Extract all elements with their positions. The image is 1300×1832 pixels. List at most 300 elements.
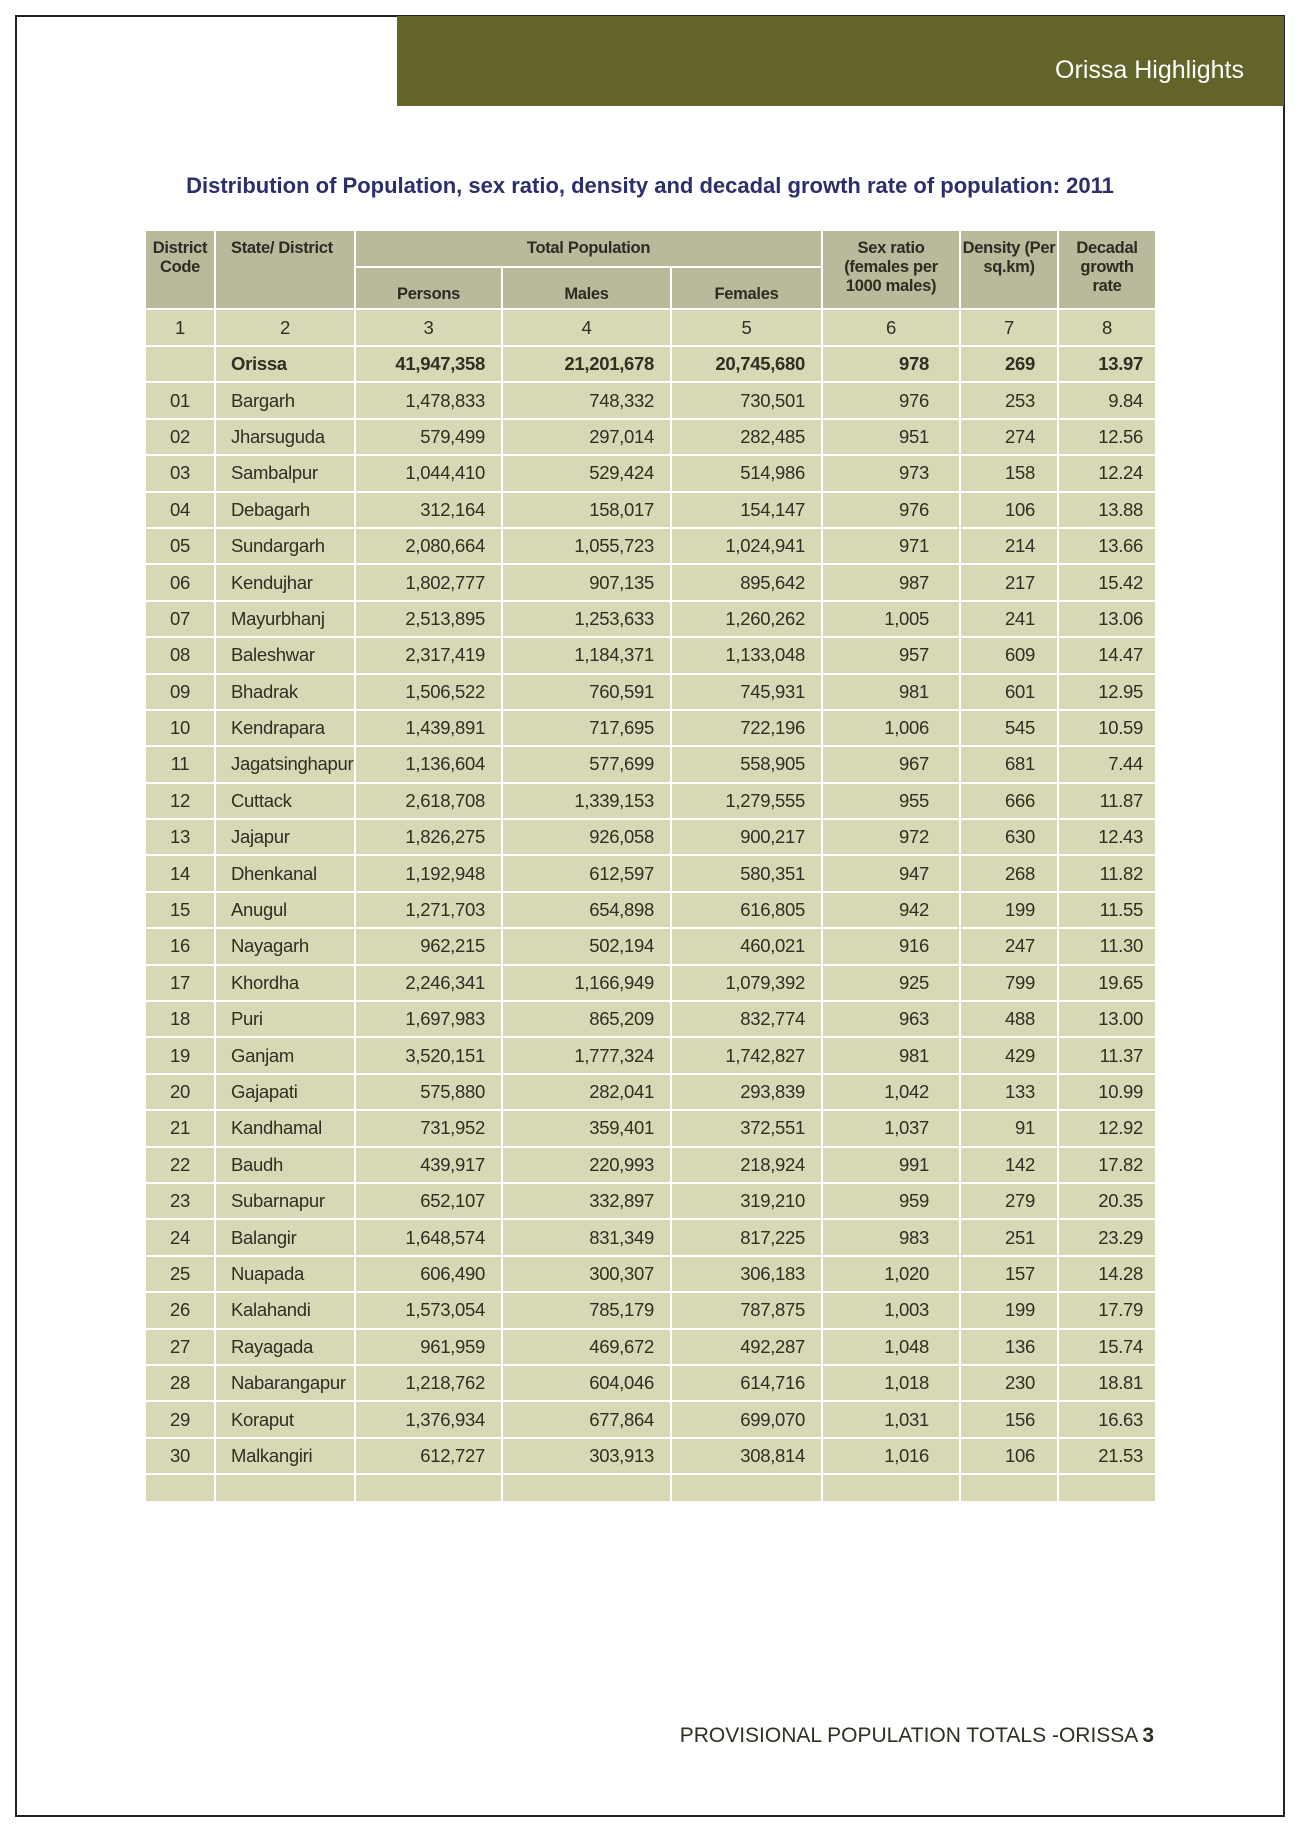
header-band	[397, 16, 1284, 106]
density-cell: 214	[960, 528, 1058, 564]
growth-rate-cell: 12.43	[1058, 819, 1156, 855]
growth-rate-cell: 18.81	[1058, 1365, 1156, 1401]
growth-rate-cell: 21.53	[1058, 1438, 1156, 1474]
growth-rate-cell: 11.37	[1058, 1037, 1156, 1073]
females-cell: 282,485	[671, 419, 822, 455]
district-code-cell: 23	[145, 1183, 215, 1219]
persons-cell: 1,697,983	[355, 1001, 502, 1037]
females-cell: 558,905	[671, 746, 822, 782]
males-cell: 865,209	[502, 1001, 671, 1037]
density-cell: 681	[960, 746, 1058, 782]
growth-rate-cell: 9.84	[1058, 382, 1156, 418]
persons-cell: 1,376,934	[355, 1401, 502, 1437]
sex-ratio-cell: 947	[822, 855, 960, 891]
district-code-cell: 30	[145, 1438, 215, 1474]
density-cell: 247	[960, 928, 1058, 964]
growth-rate-cell: 11.30	[1058, 928, 1156, 964]
growth-rate-cell: 10.59	[1058, 710, 1156, 746]
males-cell: 220,993	[502, 1147, 671, 1183]
district-code-cell: 25	[145, 1256, 215, 1292]
females-cell: 460,021	[671, 928, 822, 964]
district-name-cell: Dhenkanal	[215, 855, 355, 891]
district-name-cell: Nuapada	[215, 1256, 355, 1292]
persons-cell: 1,439,891	[355, 710, 502, 746]
district-name-cell: Bargarh	[215, 382, 355, 418]
females-cell: 1,260,262	[671, 601, 822, 637]
density-cell: 253	[960, 382, 1058, 418]
females-cell: 20,745,680	[671, 346, 822, 382]
males-cell: 1,166,949	[502, 965, 671, 1001]
table-row	[145, 855, 1156, 891]
females-cell: 817,225	[671, 1219, 822, 1255]
growth-rate-cell: 7.44	[1058, 746, 1156, 782]
district-name-cell: Puri	[215, 1001, 355, 1037]
sex-ratio-cell: 916	[822, 928, 960, 964]
males-cell: 717,695	[502, 710, 671, 746]
persons-cell: 1,648,574	[355, 1219, 502, 1255]
header-persons: Persons	[355, 267, 502, 309]
sex-ratio-cell: 973	[822, 455, 960, 491]
district-name-cell: Balangir	[215, 1219, 355, 1255]
growth-rate-cell: 17.82	[1058, 1147, 1156, 1183]
density-cell: 268	[960, 855, 1058, 891]
growth-rate-cell: 13.66	[1058, 528, 1156, 564]
females-cell: 580,351	[671, 855, 822, 891]
persons-cell: 1,044,410	[355, 455, 502, 491]
density-cell: 545	[960, 710, 1058, 746]
growth-rate-cell: 13.06	[1058, 601, 1156, 637]
table-row	[145, 1292, 1156, 1328]
density-cell: 136	[960, 1329, 1058, 1365]
table-row	[145, 1001, 1156, 1037]
sex-ratio-cell: 987	[822, 564, 960, 600]
sex-ratio-cell: 1,048	[822, 1329, 960, 1365]
growth-rate-cell: 14.47	[1058, 637, 1156, 673]
district-name-cell: Subarnapur	[215, 1183, 355, 1219]
males-cell: 577,699	[502, 746, 671, 782]
sex-ratio-cell: 1,016	[822, 1438, 960, 1474]
females-cell: 787,875	[671, 1292, 822, 1328]
density-cell: 488	[960, 1001, 1058, 1037]
table-row	[145, 928, 1156, 964]
district-code-cell: 18	[145, 1001, 215, 1037]
females-cell: 900,217	[671, 819, 822, 855]
table-row	[145, 1438, 1156, 1474]
sex-ratio-cell: 983	[822, 1219, 960, 1255]
males-cell: 612,597	[502, 855, 671, 891]
column-number: 2	[215, 309, 355, 346]
males-cell: 297,014	[502, 419, 671, 455]
females-cell: 616,805	[671, 892, 822, 928]
sex-ratio-cell: 972	[822, 819, 960, 855]
page-title: Distribution of Population, sex ratio, density and decadal growth rate of population: 2011	[186, 173, 1114, 198]
growth-rate-cell: 13.00	[1058, 1001, 1156, 1037]
persons-cell: 41,947,358	[355, 346, 502, 382]
growth-rate-cell: 11.55	[1058, 892, 1156, 928]
column-number: 3	[355, 309, 502, 346]
persons-cell: 439,917	[355, 1147, 502, 1183]
density-cell: 630	[960, 819, 1058, 855]
table-row	[145, 1037, 1156, 1073]
density-cell: 609	[960, 637, 1058, 673]
table-row	[145, 892, 1156, 928]
district-name-cell: Debagarh	[215, 492, 355, 528]
district-code-cell: 14	[145, 855, 215, 891]
density-cell: 274	[960, 419, 1058, 455]
growth-rate-cell: 14.28	[1058, 1256, 1156, 1292]
district-name-cell: Nabarangapur	[215, 1365, 355, 1401]
persons-cell: 2,246,341	[355, 965, 502, 1001]
persons-cell: 2,513,895	[355, 601, 502, 637]
district-code-cell: 19	[145, 1037, 215, 1073]
column-number-row	[145, 309, 1156, 346]
density-cell: 241	[960, 601, 1058, 637]
district-code-cell: 07	[145, 601, 215, 637]
females-cell: 730,501	[671, 382, 822, 418]
district-name-cell: Kalahandi	[215, 1292, 355, 1328]
table-bottom-padding	[145, 1474, 1156, 1502]
females-cell: 154,147	[671, 492, 822, 528]
table-row	[145, 1329, 1156, 1365]
males-cell: 907,135	[502, 564, 671, 600]
persons-cell: 1,573,054	[355, 1292, 502, 1328]
table-row	[145, 674, 1156, 710]
district-code-cell: 27	[145, 1329, 215, 1365]
table-row	[145, 1147, 1156, 1183]
females-cell: 614,716	[671, 1365, 822, 1401]
district-name-cell: Anugul	[215, 892, 355, 928]
density-cell: 230	[960, 1365, 1058, 1401]
growth-rate-cell: 19.65	[1058, 965, 1156, 1001]
persons-cell: 2,618,708	[355, 783, 502, 819]
density-cell: 156	[960, 1401, 1058, 1437]
table-row	[145, 455, 1156, 491]
females-cell: 699,070	[671, 1401, 822, 1437]
growth-rate-cell: 12.56	[1058, 419, 1156, 455]
column-number: 4	[502, 309, 671, 346]
density-cell: 217	[960, 564, 1058, 600]
district-name-cell: Kendrapara	[215, 710, 355, 746]
column-number: 7	[960, 309, 1058, 346]
males-cell: 359,401	[502, 1110, 671, 1146]
district-code-cell: 15	[145, 892, 215, 928]
females-cell: 895,642	[671, 564, 822, 600]
persons-cell: 731,952	[355, 1110, 502, 1146]
state-total-row	[145, 346, 1156, 382]
growth-rate-cell: 16.63	[1058, 1401, 1156, 1437]
sex-ratio-cell: 1,006	[822, 710, 960, 746]
males-cell: 300,307	[502, 1256, 671, 1292]
males-cell: 303,913	[502, 1438, 671, 1474]
header-females: Females	[671, 267, 822, 309]
males-cell: 831,349	[502, 1219, 671, 1255]
column-number: 8	[1058, 309, 1156, 346]
district-code-cell: 16	[145, 928, 215, 964]
persons-cell: 1,136,604	[355, 746, 502, 782]
males-cell: 1,253,633	[502, 601, 671, 637]
density-cell: 799	[960, 965, 1058, 1001]
header-males: Males	[502, 267, 671, 309]
district-name-cell: Nayagarh	[215, 928, 355, 964]
header-density: Density (Per sq.km)	[960, 230, 1058, 309]
sex-ratio-cell: 925	[822, 965, 960, 1001]
table-row	[145, 1110, 1156, 1146]
district-code-cell: 29	[145, 1401, 215, 1437]
females-cell: 722,196	[671, 710, 822, 746]
sex-ratio-cell: 981	[822, 674, 960, 710]
table-row	[145, 965, 1156, 1001]
density-cell: 269	[960, 346, 1058, 382]
sex-ratio-cell: 1,005	[822, 601, 960, 637]
growth-rate-cell: 15.74	[1058, 1329, 1156, 1365]
persons-cell: 1,192,948	[355, 855, 502, 891]
district-name-cell: Mayurbhanj	[215, 601, 355, 637]
persons-cell: 1,802,777	[355, 564, 502, 600]
district-code-cell: 03	[145, 455, 215, 491]
table-row	[145, 783, 1156, 819]
table-row	[145, 1219, 1156, 1255]
district-code-cell: 04	[145, 492, 215, 528]
sex-ratio-cell: 981	[822, 1037, 960, 1073]
females-cell: 1,279,555	[671, 783, 822, 819]
table-row	[145, 382, 1156, 418]
column-number: 1	[145, 309, 215, 346]
district-code-cell: 12	[145, 783, 215, 819]
district-code-cell: 22	[145, 1147, 215, 1183]
density-cell: 157	[960, 1256, 1058, 1292]
density-cell: 251	[960, 1219, 1058, 1255]
district-name-cell: Bhadrak	[215, 674, 355, 710]
table-row	[145, 601, 1156, 637]
column-number: 5	[671, 309, 822, 346]
density-cell: 601	[960, 674, 1058, 710]
table-row	[145, 637, 1156, 673]
sex-ratio-cell: 976	[822, 492, 960, 528]
district-code-cell: 21	[145, 1110, 215, 1146]
males-cell: 604,046	[502, 1365, 671, 1401]
growth-rate-cell: 17.79	[1058, 1292, 1156, 1328]
district-code-cell: 24	[145, 1219, 215, 1255]
males-cell: 1,777,324	[502, 1037, 671, 1073]
males-cell: 282,041	[502, 1074, 671, 1110]
sex-ratio-cell: 1,042	[822, 1074, 960, 1110]
empty-cell	[355, 1474, 502, 1502]
females-cell: 319,210	[671, 1183, 822, 1219]
sex-ratio-cell: 1,020	[822, 1256, 960, 1292]
density-cell: 279	[960, 1183, 1058, 1219]
females-cell: 218,924	[671, 1147, 822, 1183]
females-cell: 306,183	[671, 1256, 822, 1292]
empty-cell	[822, 1474, 960, 1502]
district-code-cell: 10	[145, 710, 215, 746]
density-cell: 106	[960, 492, 1058, 528]
growth-rate-cell: 11.87	[1058, 783, 1156, 819]
empty-cell	[960, 1474, 1058, 1502]
growth-rate-cell: 20.35	[1058, 1183, 1156, 1219]
persons-cell: 961,959	[355, 1329, 502, 1365]
district-code-cell: 11	[145, 746, 215, 782]
empty-cell	[145, 1474, 215, 1502]
density-cell: 199	[960, 892, 1058, 928]
persons-cell: 1,271,703	[355, 892, 502, 928]
males-cell: 654,898	[502, 892, 671, 928]
table-row	[145, 1074, 1156, 1110]
district-code-cell: 01	[145, 382, 215, 418]
empty-cell	[502, 1474, 671, 1502]
persons-cell: 575,880	[355, 1074, 502, 1110]
district-code-cell: 26	[145, 1292, 215, 1328]
page-number: 3	[1142, 1724, 1154, 1747]
females-cell: 1,742,827	[671, 1037, 822, 1073]
district-name-cell: Cuttack	[215, 783, 355, 819]
empty-cell	[1058, 1474, 1156, 1502]
footer-text: PROVISIONAL POPULATION TOTALS -ORISSA	[679, 1724, 1139, 1747]
females-cell: 308,814	[671, 1438, 822, 1474]
sex-ratio-cell: 991	[822, 1147, 960, 1183]
table-row	[145, 1183, 1156, 1219]
growth-rate-cell: 10.99	[1058, 1074, 1156, 1110]
males-cell: 21,201,678	[502, 346, 671, 382]
density-cell: 133	[960, 1074, 1058, 1110]
density-cell: 199	[960, 1292, 1058, 1328]
sex-ratio-cell: 942	[822, 892, 960, 928]
density-cell: 142	[960, 1147, 1058, 1183]
males-cell: 332,897	[502, 1183, 671, 1219]
females-cell: 1,133,048	[671, 637, 822, 673]
district-name-cell: Koraput	[215, 1401, 355, 1437]
table-row	[145, 710, 1156, 746]
district-name-cell: Jagatsinghapur	[215, 746, 355, 782]
density-cell: 429	[960, 1037, 1058, 1073]
district-name-cell: Kandhamal	[215, 1110, 355, 1146]
table-row	[145, 564, 1156, 600]
sex-ratio-cell: 951	[822, 419, 960, 455]
males-cell: 469,672	[502, 1329, 671, 1365]
growth-rate-cell: 12.92	[1058, 1110, 1156, 1146]
males-cell: 926,058	[502, 819, 671, 855]
page-footer	[680, 1724, 1154, 1748]
table-row	[145, 1401, 1156, 1437]
growth-rate-cell: 15.42	[1058, 564, 1156, 600]
persons-cell: 2,080,664	[355, 528, 502, 564]
persons-cell: 962,215	[355, 928, 502, 964]
males-cell: 158,017	[502, 492, 671, 528]
persons-cell: 2,317,419	[355, 637, 502, 673]
persons-cell: 612,727	[355, 1438, 502, 1474]
persons-cell: 1,218,762	[355, 1365, 502, 1401]
district-code-cell: 09	[145, 674, 215, 710]
females-cell: 832,774	[671, 1001, 822, 1037]
header-district-code: District Code	[145, 230, 215, 309]
females-cell: 514,986	[671, 455, 822, 491]
males-cell: 1,184,371	[502, 637, 671, 673]
empty-cell	[215, 1474, 355, 1502]
district-code-cell: 08	[145, 637, 215, 673]
females-cell: 372,551	[671, 1110, 822, 1146]
males-cell: 502,194	[502, 928, 671, 964]
table-row	[145, 746, 1156, 782]
district-name-cell: Gajapati	[215, 1074, 355, 1110]
persons-cell: 606,490	[355, 1256, 502, 1292]
district-code-cell: 20	[145, 1074, 215, 1110]
persons-cell: 1,478,833	[355, 382, 502, 418]
females-cell: 492,287	[671, 1329, 822, 1365]
persons-cell: 1,506,522	[355, 674, 502, 710]
header-title: Orissa Highlights	[1055, 56, 1244, 84]
district-code-cell: 13	[145, 819, 215, 855]
males-cell: 1,339,153	[502, 783, 671, 819]
table-row	[145, 819, 1156, 855]
growth-rate-cell: 13.88	[1058, 492, 1156, 528]
table-row	[145, 419, 1156, 455]
district-code-cell: 05	[145, 528, 215, 564]
growth-rate-cell: 23.29	[1058, 1219, 1156, 1255]
sex-ratio-cell: 1,037	[822, 1110, 960, 1146]
density-cell: 91	[960, 1110, 1058, 1146]
district-code-cell: 28	[145, 1365, 215, 1401]
density-cell: 666	[960, 783, 1058, 819]
empty-cell	[671, 1474, 822, 1502]
table-row	[145, 492, 1156, 528]
district-name-cell: Ganjam	[215, 1037, 355, 1073]
table-row	[145, 528, 1156, 564]
females-cell: 745,931	[671, 674, 822, 710]
header-sex-ratio: Sex ratio (females per 1000 males)	[822, 230, 960, 309]
females-cell: 1,024,941	[671, 528, 822, 564]
header-growth-rate: Decadal growth rate	[1058, 230, 1156, 309]
growth-rate-cell: 11.82	[1058, 855, 1156, 891]
persons-cell: 1,826,275	[355, 819, 502, 855]
sex-ratio-cell: 959	[822, 1183, 960, 1219]
density-cell: 158	[960, 455, 1058, 491]
males-cell: 677,864	[502, 1401, 671, 1437]
females-cell: 1,079,392	[671, 965, 822, 1001]
females-cell: 293,839	[671, 1074, 822, 1110]
district-name-cell: Malkangiri	[215, 1438, 355, 1474]
persons-cell: 312,164	[355, 492, 502, 528]
sex-ratio-cell: 1,031	[822, 1401, 960, 1437]
state-name-cell: Orissa	[215, 346, 355, 382]
district-name-cell: Sundargarh	[215, 528, 355, 564]
sex-ratio-cell: 955	[822, 783, 960, 819]
table-row	[145, 1365, 1156, 1401]
sex-ratio-cell: 976	[822, 382, 960, 418]
sex-ratio-cell: 971	[822, 528, 960, 564]
population-table	[144, 229, 1157, 1503]
males-cell: 760,591	[502, 674, 671, 710]
district-name-cell: Baleshwar	[215, 637, 355, 673]
sex-ratio-cell: 978	[822, 346, 960, 382]
table-row	[145, 1256, 1156, 1292]
district-code-cell: 17	[145, 965, 215, 1001]
district-name-cell: Sambalpur	[215, 455, 355, 491]
persons-cell: 652,107	[355, 1183, 502, 1219]
district-code-cell: 06	[145, 564, 215, 600]
column-number: 6	[822, 309, 960, 346]
header-total-population: Total Population	[355, 230, 822, 267]
district-name-cell: Rayagada	[215, 1329, 355, 1365]
males-cell: 748,332	[502, 382, 671, 418]
density-cell: 106	[960, 1438, 1058, 1474]
header-state-district: State/ District	[215, 230, 355, 309]
district-name-cell: Khordha	[215, 965, 355, 1001]
district-code-cell: 02	[145, 419, 215, 455]
growth-rate-cell: 12.24	[1058, 455, 1156, 491]
sex-ratio-cell: 967	[822, 746, 960, 782]
district-code-cell	[145, 346, 215, 382]
district-name-cell: Kendujhar	[215, 564, 355, 600]
persons-cell: 3,520,151	[355, 1037, 502, 1073]
